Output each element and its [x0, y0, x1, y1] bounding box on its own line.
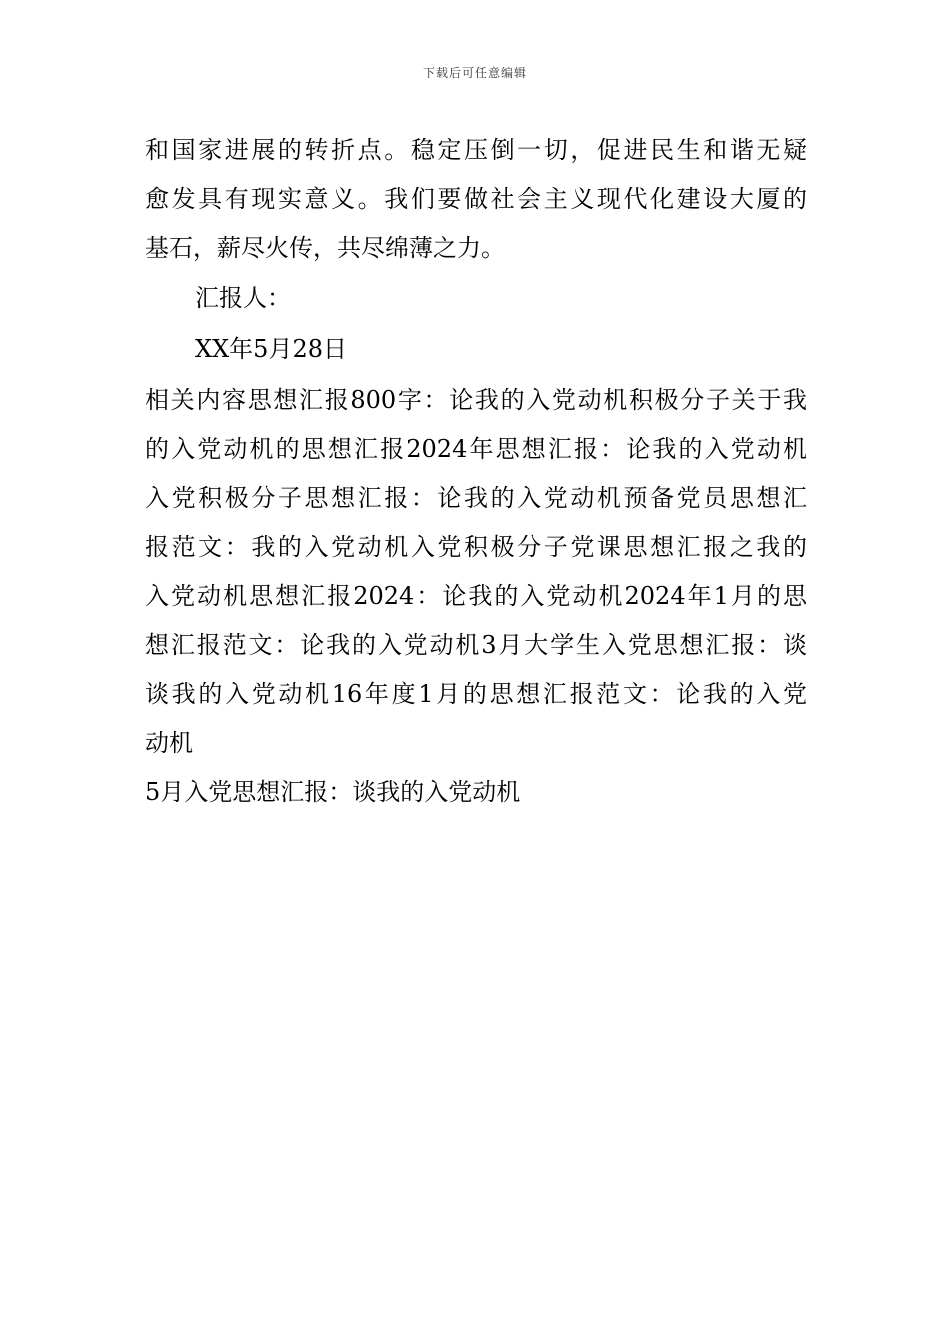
closing-paragraph: [145, 126, 807, 273]
reporter-label: 汇报人：: [195, 284, 291, 312]
paragraph-line: 和国家进展的转折点。稳定压倒一切，促进民生和谐无疑: [145, 136, 807, 164]
related-line: 谈我的入党动机16年度1月的思想汇报范文：论我的入党: [145, 680, 807, 708]
related-line: 入党动机思想汇报2024：论我的入党动机2024年1月的思: [145, 582, 807, 610]
page-header-note: 下载后可任意编辑: [422, 66, 527, 80]
paragraph-line: 愈发具有现实意义。我们要做社会主义现代化建设大厦的: [145, 185, 807, 213]
related-line: 的入党动机的思想汇报2024年思想汇报：论我的入党动机: [145, 435, 807, 463]
report-date: XX年5月28日: [195, 335, 347, 363]
related-line: 入党积极分子思想汇报：论我的入党动机预备党员思想汇: [145, 484, 807, 512]
related-link-line: 5月入党思想汇报：谈我的入党动机: [145, 778, 521, 806]
related-line: 想汇报范文：论我的入党动机3月大学生入党思想汇报：谈: [145, 631, 807, 659]
related-content-paragraph: [145, 376, 807, 768]
paragraph-line: 基石，薪尽火传，共尽绵薄之力。: [145, 234, 505, 262]
related-line: 相关内容思想汇报800字：论我的入党动机积极分子关于我: [145, 386, 807, 414]
related-line: 报范文：我的入党动机入党积极分子党课思想汇报之我的: [145, 533, 807, 561]
related-line: 动机: [145, 729, 193, 757]
